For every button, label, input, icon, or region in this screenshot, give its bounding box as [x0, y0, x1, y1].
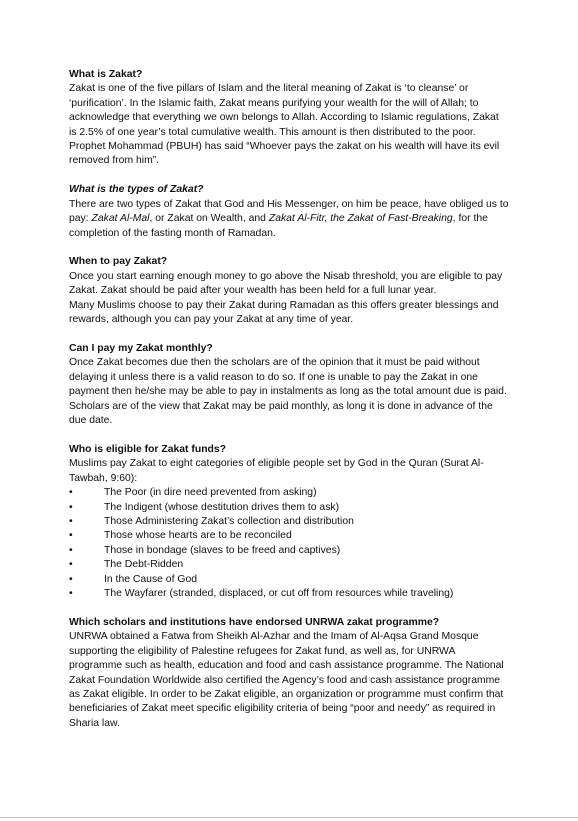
list-item-text: The Indigent (whose destitution drives them to ask) — [104, 501, 340, 513]
section-scholars-endorsement — [69, 616, 509, 731]
section-heading: When to pay Zakat? — [69, 256, 168, 268]
bullet-icon: • — [69, 559, 73, 571]
list-item — [69, 544, 509, 558]
section-eligibility — [69, 443, 509, 601]
section-heading: What is the types of Zakat? — [69, 184, 204, 196]
bullet-icon: • — [69, 487, 73, 499]
list-item — [69, 573, 509, 587]
bullet-icon: • — [69, 544, 73, 556]
list-item — [69, 529, 509, 543]
section-body: Zakat is one of the five pillars of Islam and the literal meaning of Zakat is ‘to cleanse’ or ‘purification’. In the Islamic faith, Zakat means purifying your wealth for the will of Allah; to acknowledge that everything we own belongs to Allah. According to Islamic regulations, Zakat is 2.5% of one year’s total cumulative wealth. This amount is then distributed to the poor. Prophet Mohammad (PBUH) has said “Whoever pays the zakat on his wealth will have its evil removed from him”. — [69, 83, 500, 167]
list-item — [69, 587, 509, 601]
emphasis-zakat-al-mal: Zakat Al-Mal — [91, 213, 150, 225]
section-heading: What is Zakat? — [69, 69, 143, 80]
list-item — [69, 486, 509, 500]
section-types-of-zakat — [69, 183, 509, 241]
body-text: There are two types of Zakat that God and His Messenger, on him be peace, have obliged us to pay: — [69, 198, 509, 225]
section-what-is-zakat — [69, 68, 509, 169]
section-body: Many Muslims choose to pay their Zakat during Ramadan as this offers greater blessings and rewards, although you can pay your Zakat at any time of year. — [69, 299, 499, 326]
emphasis-zakat-al-fitr: Zakat Al-Fitr, the Zakat of Fast-Breaking — [268, 213, 453, 225]
section-body: Once Zakat becomes due then the scholars are of the opinion that it must be paid without delaying it unless there is a valid reason to do so. If one is unable to pay the Zakat in one payment then he/she may be able to pay in instalments as long as the total amount due is paid. Scholars are of the view that Zakat may be paid monthly, as long it is done in advance of the due date. — [69, 357, 507, 427]
list-item-text: Those in bondage (slaves to be freed and captives) — [104, 544, 341, 556]
list-item — [69, 515, 509, 529]
section-pay-monthly — [69, 342, 509, 428]
body-text: , or Zakat on Wealth, and — [149, 213, 269, 225]
list-item-text: The Poor (in dire need prevented from asking) — [104, 487, 317, 499]
body-text: , for the completion of the fasting month of Ramadan. — [69, 213, 488, 239]
section-heading: Can I pay my Zakat monthly? — [69, 343, 213, 354]
eligible-categories-list — [69, 486, 509, 601]
list-item-text: The Wayfarer (stranded, displaced, or cut off from resources while traveling) — [104, 588, 454, 599]
bullet-icon: • — [69, 515, 73, 527]
section-body: Once you start earning enough money to go above the Nisab threshold, you are eligible to pay Zakat. Zakat should be paid after your wealth has been held for a full lunar year. — [69, 270, 503, 297]
page-bottom-divider — [0, 817, 578, 818]
section-body: UNRWA obtained a Fatwa from Sheikh Al-Azhar and the Imam of Al-Aqsa Grand Mosque supporting the eligibility of Palestine refugees for Zakat fund, as well as, for UNRWA programme such as health, education and food and cash assistance programme. The National Zakat Foundation Worldwide also certified the Agency’s food and cash assistance programme as Zakat eligible. In order to be Zakat eligible, an organization or programme must confirm that beneficiaries of Zakat meet specific eligibility criteria of being “poor and needy” as required in Sharia law. — [69, 631, 504, 729]
bullet-icon: • — [69, 530, 73, 542]
list-item — [69, 501, 509, 515]
list-item-text: Those Administering Zakat’s collection and distribution — [104, 515, 354, 527]
list-item-text: Those whose hearts are to be reconciled — [104, 530, 292, 542]
section-heading: Which scholars and institutions have endorsed UNRWA zakat programme? — [69, 616, 440, 628]
list-item-text: The Debt-Ridden — [104, 559, 184, 571]
section-body — [69, 198, 509, 241]
bullet-icon: • — [69, 501, 73, 513]
list-item-text: In the Cause of God — [104, 573, 197, 585]
bullet-icon: • — [69, 573, 73, 585]
list-item — [69, 558, 509, 572]
section-when-to-pay — [69, 255, 509, 327]
document-page — [69, 68, 509, 746]
bullet-icon: • — [69, 588, 73, 599]
section-body: Muslims pay Zakat to eight categories of eligible people set by God in the Quran (Surat Al-Tawbah, 9:60): — [69, 458, 484, 484]
section-heading: Who is eligible for Zakat funds? — [69, 443, 227, 455]
